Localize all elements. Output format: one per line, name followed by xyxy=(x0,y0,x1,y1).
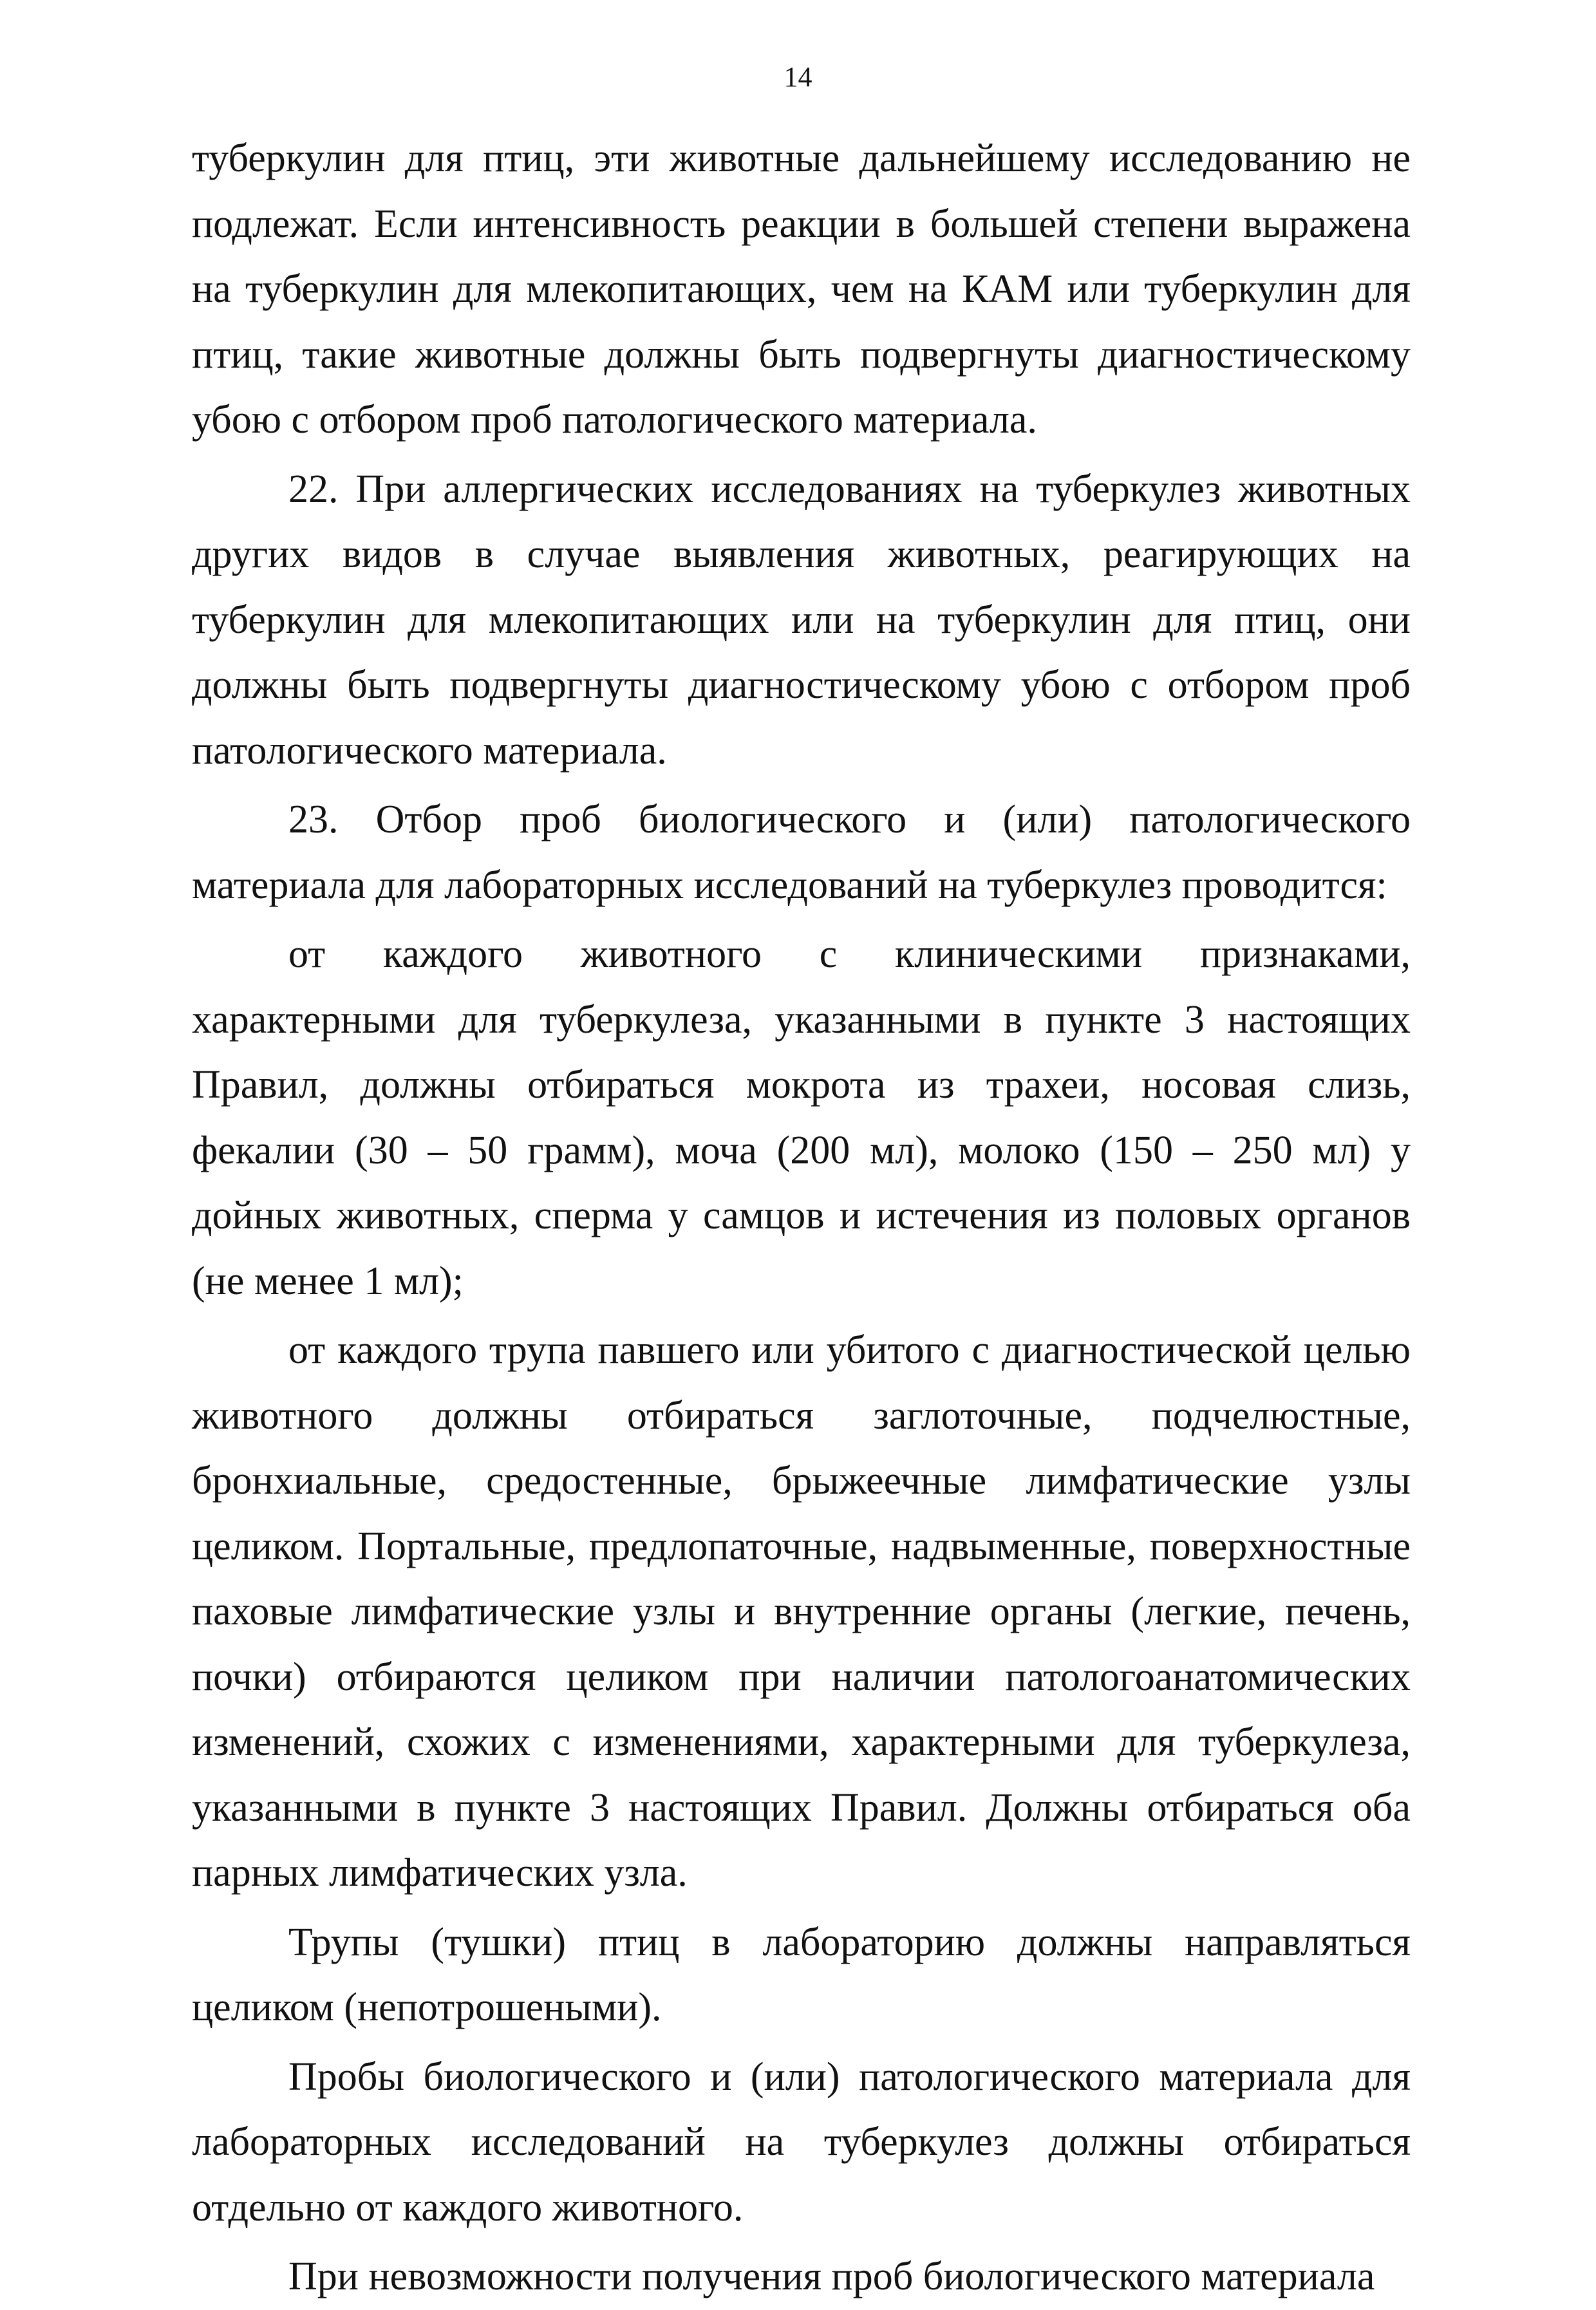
document-body xyxy=(192,126,1411,2310)
paragraph-bird-carcasses: Трупы (тушки) птиц в лабораторию должны направляться целиком (непотрошеными). xyxy=(192,1920,1411,2029)
paragraph-biological-samples: от каждого животного с клиническими признаками, характерными для туберкулеза, указанными в пункте 3 настоящих Правил, должны отбираться мокрота из трахеи, носовая слизь, фекалии (30 – 50 грамм), моча (200 мл), молоко (150 – 250 мл) у дойных животных, сперма у самцов и истечения из половых органов (не менее 1 мл); xyxy=(192,932,1411,1303)
paragraph-carcass-samples: от каждого трупа павшего или убитого с диагностической целью животного должны отбираться заглоточные, подчелюстные, бронхиальные, средостенные, брыжеечные лимфатические узлы целиком. Портальные, предлопаточные, надвыменные, поверхностные паховые лимфатические узлы и внутренние органы (легкие, печень, почки) отбираются целиком при наличии патологоанатомических изменений, схожих с изменениями, характерными для туберкулеза, указанными в пункте 3 настоящих Правил. Должны отбираться оба парных лимфатических узла. xyxy=(192,1328,1411,1895)
paragraph-impossibility: При невозможности получения проб биологического материала xyxy=(288,2255,1375,2298)
paragraph-item-23: 23. Отбор проб биологического и (или) патологического материала для лабораторных исследований на туберкулез проводится: xyxy=(192,798,1411,907)
paragraph-item-22: 22. При аллергических исследованиях на туберкулез животных других видов в случае выявления животных, реагирующих на туберкулин для млекопитающих или на туберкулин для птиц, они должны быть подвергнуты диагностическому убою с отбором проб патологического материала. xyxy=(192,467,1411,773)
page-number: 14 xyxy=(784,61,812,93)
paragraph-separate-samples: Пробы биологического и (или) патологического материала для лабораторных исследований на туберкулез должны отбираться отдельно от каждого животного. xyxy=(192,2054,1411,2230)
paragraph-continuation: туберкулин для птиц, эти животные дальнейшему исследованию не подлежат. Если интенсивность реакции в большей степени выражена на туберкулин для млекопитающих, чем на КАМ или туберкулин для птиц, такие животные должны быть подвергнуты диагностическому убою с отбором проб патологического материала. xyxy=(192,136,1411,442)
